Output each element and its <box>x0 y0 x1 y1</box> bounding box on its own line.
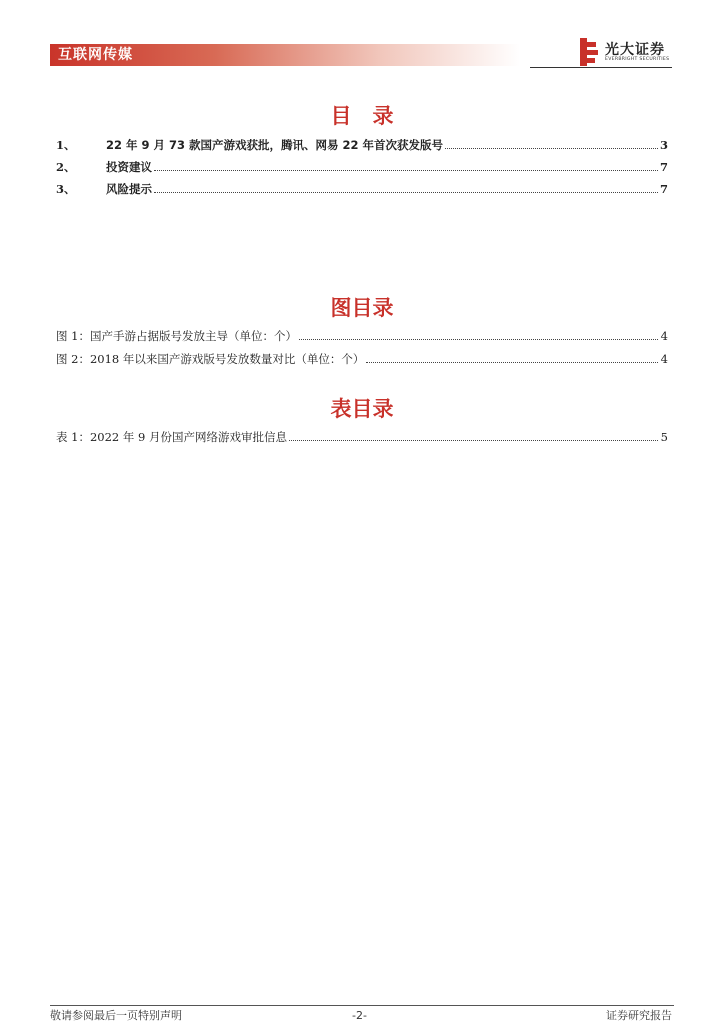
toc-leader-dots <box>289 440 658 441</box>
figure-entry-text: 图 2：2018 年以来国产游戏版号发放数量对比（单位：个） <box>56 352 365 366</box>
table-entry-1[interactable] <box>56 429 668 445</box>
toc-entry-3[interactable] <box>56 181 668 197</box>
logo-english-name: EVERBRIGHT SECURITIES <box>605 57 670 62</box>
header-rule <box>530 67 672 68</box>
toc-leader-dots <box>299 339 658 340</box>
table-entry-page: 5 <box>660 430 668 444</box>
toc-entry-text: 风险提示 <box>106 182 152 196</box>
toc-entry-1[interactable] <box>56 137 668 153</box>
logo-mark-icon <box>580 38 598 66</box>
figure-entry-1[interactable] <box>56 328 668 344</box>
toc-entry-text: 22 年 9 月 73 款国产游戏获批，腾讯、网易 22 年首次获发版号 <box>106 138 444 152</box>
figure-entry-2[interactable] <box>56 351 668 367</box>
figures-title: 图目录 <box>330 296 394 320</box>
figure-entry-page: 4 <box>660 352 668 366</box>
footer-disclaimer: 敬请参阅最后一页特别声明 <box>50 1009 182 1022</box>
footer-rule <box>50 1005 674 1006</box>
toc-leader-dots <box>445 148 658 149</box>
toc-entry-page: 7 <box>660 160 669 174</box>
figure-entry-text: 图 1：国产手游占据版号发放主导（单位：个） <box>56 329 297 343</box>
toc-entry-number: 1、 <box>56 138 76 152</box>
toc-entry-2[interactable] <box>56 159 668 175</box>
toc-entry-page: 7 <box>660 182 669 196</box>
logo-chinese-name: 光大证券 <box>605 42 665 58</box>
toc-title: 目 录 <box>330 104 394 128</box>
tables-title: 表目录 <box>330 397 394 421</box>
table-entry-text: 表 1：2022 年 9 月份国产网络游戏审批信息 <box>56 430 288 444</box>
toc-entry-number: 3、 <box>56 182 76 196</box>
figure-entry-page: 4 <box>660 329 668 343</box>
toc-leader-dots <box>366 362 658 363</box>
toc-entry-page: 3 <box>660 138 669 152</box>
company-logo <box>580 38 680 66</box>
footer-page-number: -2- <box>352 1009 367 1022</box>
toc-leader-dots <box>154 170 658 171</box>
header-section-label: 互联网传媒 <box>58 47 133 63</box>
toc-entry-text: 投资建议 <box>106 160 152 174</box>
footer-report-type: 证券研究报告 <box>606 1009 672 1022</box>
toc-leader-dots <box>154 192 658 193</box>
toc-entry-number: 2、 <box>56 160 76 174</box>
